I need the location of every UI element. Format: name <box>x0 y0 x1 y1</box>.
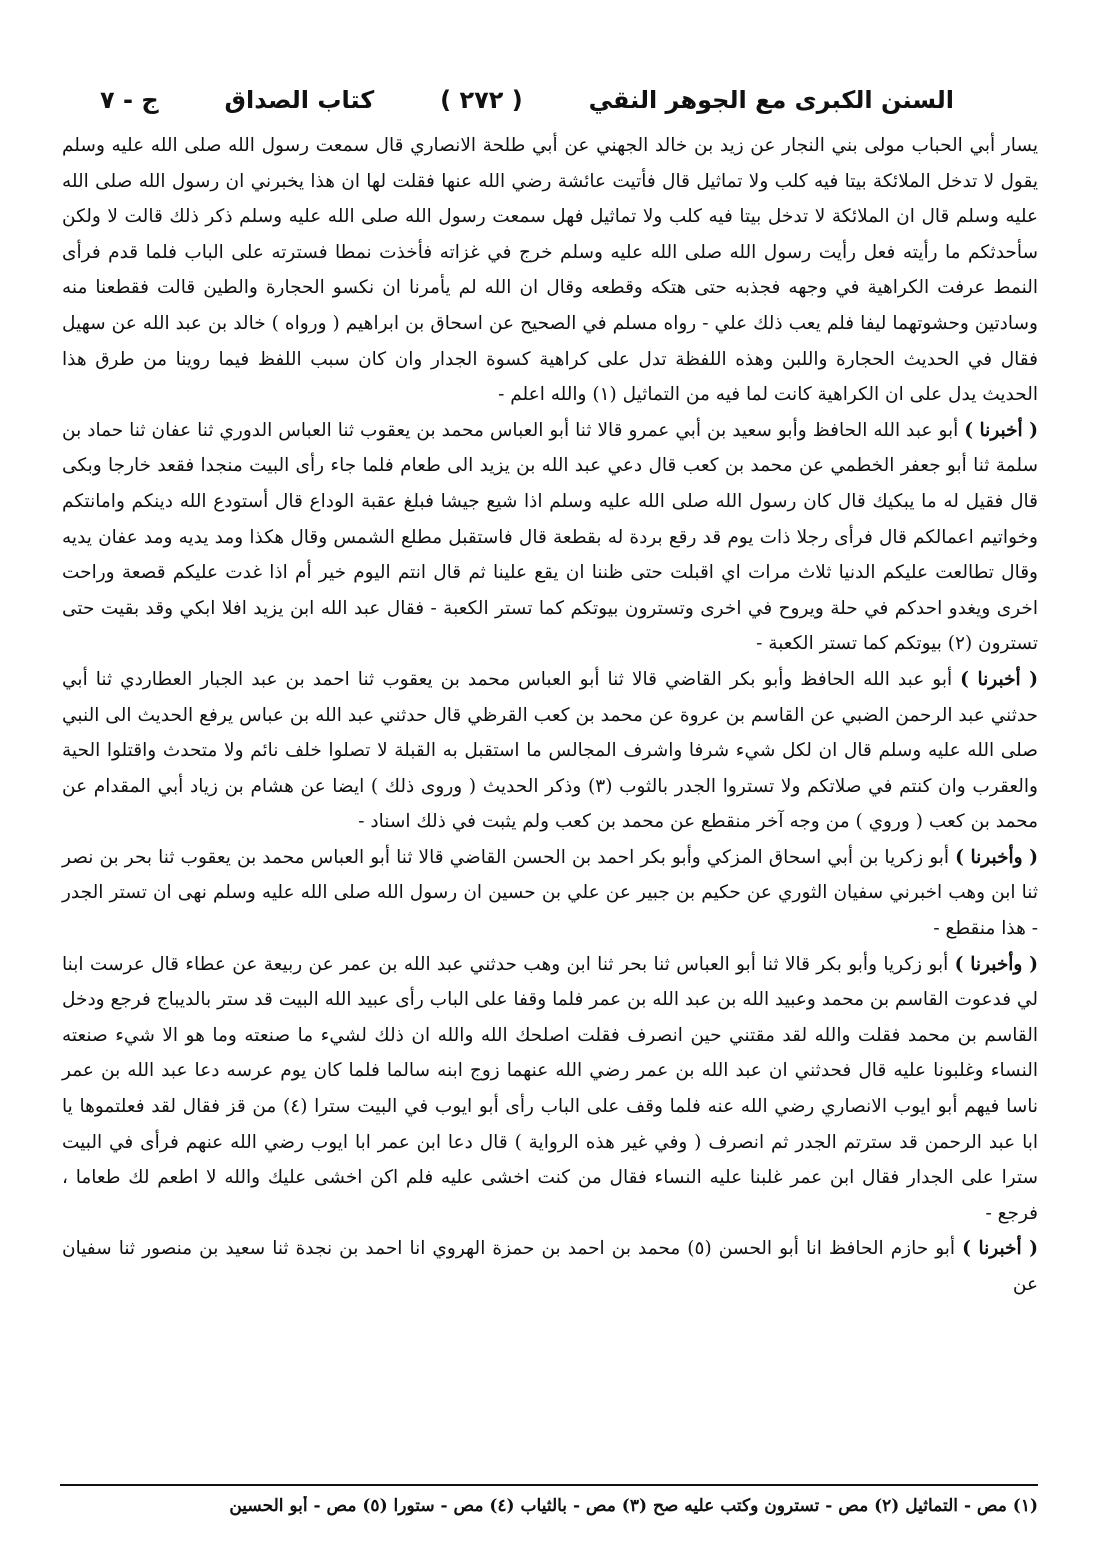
paragraph <box>62 1231 1038 1302</box>
running-header <box>100 80 954 120</box>
paragraph <box>62 413 1038 662</box>
chapter-title: كتاب الصداق <box>224 86 375 114</box>
paragraph-lead: ( أخبرنا ) <box>960 668 1038 690</box>
paragraph-text: يسار أبي الحباب مولى بني النجار عن زيد بن خالد الجهني عن أبي طلحة الانصاري قال سمعت رسول الله صلى الله عليه وسلم يقول لا تدخل الملائكة بيتا فيه كلب ولا تماثيل قال فأتيت عائشة رضي الله عنها فقلت لها ان هذا يخبرني ان رسول الله صلى الله عليه وسلم قال ان الملائكة لا تدخل بيتا فيه كلب ولا تماثيل فهل سمعت رسول الله صلى الله عليه وسلم ذكر ذلك قالت لا ولكن سأحدثكم ما رأيته فعل رأيت رسول الله صلى الله عليه وسلم خرج في غزاته فأخذت نمطا فسترته على الباب فلما قدم فرأى النمط عرفت الكراهية في وجهه فجذبه حتى هتكه وقطعه وقال ان الله لم يأمرنا ان نكسو الحجارة والطين قالت فقطعنا منه وسادتين وحشوتهما ليفا فلم يعب ذلك علي - رواه مسلم في الصحيح عن اسحاق بن ابراهيم ( ورواه ) خالد بن عبد الله عن سهيل فقال في الحديث الحجارة واللبن وهذه اللفظة تدل على كراهية كسوة الجدار وان كان سبب اللفظ فيما روينا من طرق هذا الحديث يدل على ان الكراهية كانت لما فيه من التماثيل (١) والله اعلم - <box>62 135 1038 406</box>
paragraph <box>62 947 1038 1232</box>
paragraph-lead: ( أخبرنا ) <box>964 419 1038 441</box>
volume-number: ج - ٧ <box>100 86 159 114</box>
book-title: السنن الكبرى مع الجوهر النقي <box>588 86 954 114</box>
paragraph-text: أبو عبد الله الحافظ وأبو سعيد بن أبي عمرو قالا ثنا أبو العباس محمد بن يعقوب ثنا العباس الدوري ثنا عفان ثنا حماد بن سلمة ثنا أبو جعفر الخطمي عن محمد بن كعب قال دعي عبد الله بن يزيد الى طعام فلما جاء رأى البيت منجدا فقعد خارجا وبكى قال فقيل له ما يبكيك قال كان رسول الله صلى الله عليه وسلم اذا شيع جيشا فبلغ عقبة الوداع قال أستودع الله دينكم وامانتكم وخواتيم اعمالكم قال فرأى رجلا ذات يوم قد رقع بردة له بقطعة قال فاستقبل مطلع الشمس وقال هكذا ومد يديه ومد عفان يديه وقال تطالعت عليكم الدنيا ثلاث مرات اي اقبلت حتى ظننا ان يقع علينا ثم قال انتم اليوم خير أم اذا غدت عليكم قصعة وراحت اخرى ويغدو احدكم في حلة ويروح في اخرى وتسترون بيوتكم كما تستر الكعبة - فقال عبد الله ابن يزيد افلا ابكي وقد بقيت حتى تسترون (٢) بيوتكم كما تستر الكعبة - <box>62 419 1038 655</box>
paragraph <box>62 128 1038 413</box>
page-number: ( ٢٧٢ ) <box>440 86 523 114</box>
paragraph <box>62 840 1038 947</box>
paragraph-text: أبو عبد الله الحافظ وأبو بكر القاضي قالا ثنا أبو العباس محمد بن يعقوب ثنا احمد بن عبد الجبار العطاردي ثنا أبي حدثني عبد الرحمن الضبي عن القاسم بن عروة عن محمد بن كعب القرظي قال حدثني عبد الله بن عباس يرفع الحديث الى النبي صلى الله عليه وسلم قال ان لكل شيء شرفا واشرف المجالس ما استقبل به القبلة لا تصلوا خلف نائم ولا متحدث واقتلوا الحية والعقرب وان كنتم في صلاتكم ولا تستروا الجدر بالثوب (٣) وذكر الحديث ( وروى ذلك ) ايضا عن هشام بن زياد أبي المقدام عن محمد بن كعب ( وروي ) من وجه آخر منقطع عن محمد بن كعب ولم يثبت في ذلك اسناد - <box>62 668 1038 833</box>
paragraph <box>62 662 1038 840</box>
footnote-divider <box>60 1484 1038 1486</box>
paragraph-text: أبو زكريا بن أبي اسحاق المزكي وأبو بكر احمد بن الحسن القاضي قالا ثنا أبو العباس محمد بن يعقوب ثنا بحر بن نصر ثنا ابن وهب اخبرني سفيان الثوري عن حكيم بن جبير عن علي بن حسين ان رسول الله صلى الله عليه وسلم نهى ان تستر الجدر - هذا منقطع - <box>62 846 1038 940</box>
paragraph-lead: ( وأخبرنا ) <box>954 953 1038 975</box>
paragraph-lead: ( وأخبرنا ) <box>955 846 1038 868</box>
footnotes: (١) مص - التماثيل (٢) مص - تسترون وكتب عليه صح (٣) مص - بالثياب (٤) مص - ستورا (٥) مص - أبو الحسين <box>229 1496 1038 1516</box>
paragraph-lead: ( أخبرنا ) <box>962 1238 1038 1260</box>
paragraph-text: أبو حازم الحافظ انا أبو الحسن (٥) محمد بن احمد بن حمزة الهروي انا احمد بن نجدة ثنا سعيد بن منصور ثنا سفيان عن <box>62 1238 1038 1295</box>
main-text <box>62 128 1038 1303</box>
paragraph-text: أبو زكريا وأبو بكر قالا ثنا أبو العباس ثنا بحر ثنا ابن وهب حدثني عبد الله بن عمر عن ربيعة عن عطاء قال عرست ابنا لي فدعوت القاسم بن محمد وعبيد الله بن عبد الله بن عمر فلما وقفا على الباب رأى عبيد الله البيت قد ستر بالديباج فرجع ودخل القاسم بن محمد فقلت والله لقد مقتني حين انصرف فقلت اصلحك الله والله ان ذلك لشيء ما صنعته وما هو الا شيء صنعته النساء وغلبونا عليه قال فحدثني ان عبد الله بن عمر رضي الله عنهما زوج ابنه سالما فلما كان يوم عرسه دعا عبد الله بن عمر ناسا فيهم أبو ايوب الانصاري رضي الله عنه فلما وقف على الباب رأى أبو ايوب في البيت سترا (٤) من قز فقال لقد فعلتموها يا ابا عبد الرحمن قد سترتم الجدر ثم انصرف ( وفي غير هذه الرواية ) قال دعا ابن عمر ابا ايوب رضي الله عنهم فرأى في البيت سترا على الجدار فقال ابن عمر غلبنا عليه النساء فقال من كنت اخشى عليه فلم اكن اخشى عليك والله لا اطعم لك طعاما ، فرجع - <box>62 953 1039 1224</box>
